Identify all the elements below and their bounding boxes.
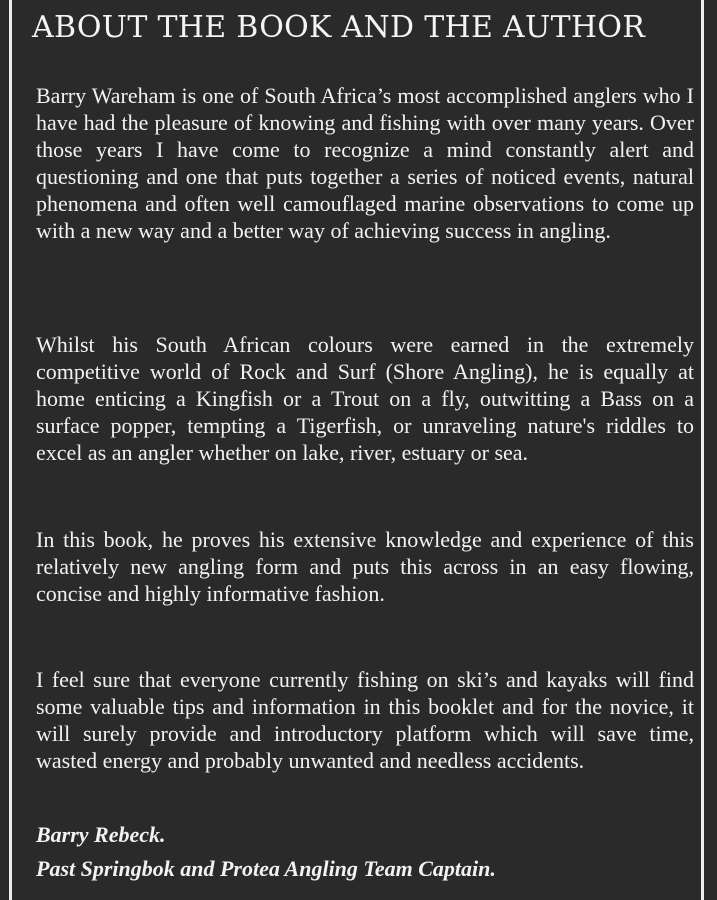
paragraph-introduction: Barry Wareham is one of South Africa’s most accomplished anglers who I have had the pleasure of knowing and fishing with over many years. Over those years I have come to recognize a mind constantly alert and questioning and one that puts together a series of noticed events, natural phenomena and often well camouflaged marine observations to come up with a new way and a better way of achieving success in angling. xyxy=(36,83,694,243)
paragraph-recommendation: I feel sure that everyone currently fishing on ski’s and kayaks will find some valuable tips and information in this booklet and for the novice, it will surely provide and introductory platform which will save time, wasted energy and probably unwanted and needless accidents. xyxy=(36,667,694,773)
signature-name: Barry Rebeck. xyxy=(36,822,166,847)
paragraph-angling-achievements: Whilst his South African colours were earned in the extremely competitive world of Rock and Surf (Shore Angling), he is equally at home enticing a Kingfish or a Trout on a fly, outwitting a Bass on a surface popper, tempting a Tigerfish, or unraveling nature's riddles to excel as an angler whether on lake, river, estuary or sea. xyxy=(36,332,694,465)
signature-title: Past Springbok and Protea Angling Team Captain. xyxy=(36,856,496,881)
paragraph-book-summary: In this book, he proves his extensive knowledge and experience of this relatively new angling form and puts this across in an easy flowing, concise and highly informative fashion. xyxy=(36,527,694,606)
page-title: ABOUT THE BOOK AND THE AUTHOR xyxy=(32,10,646,45)
